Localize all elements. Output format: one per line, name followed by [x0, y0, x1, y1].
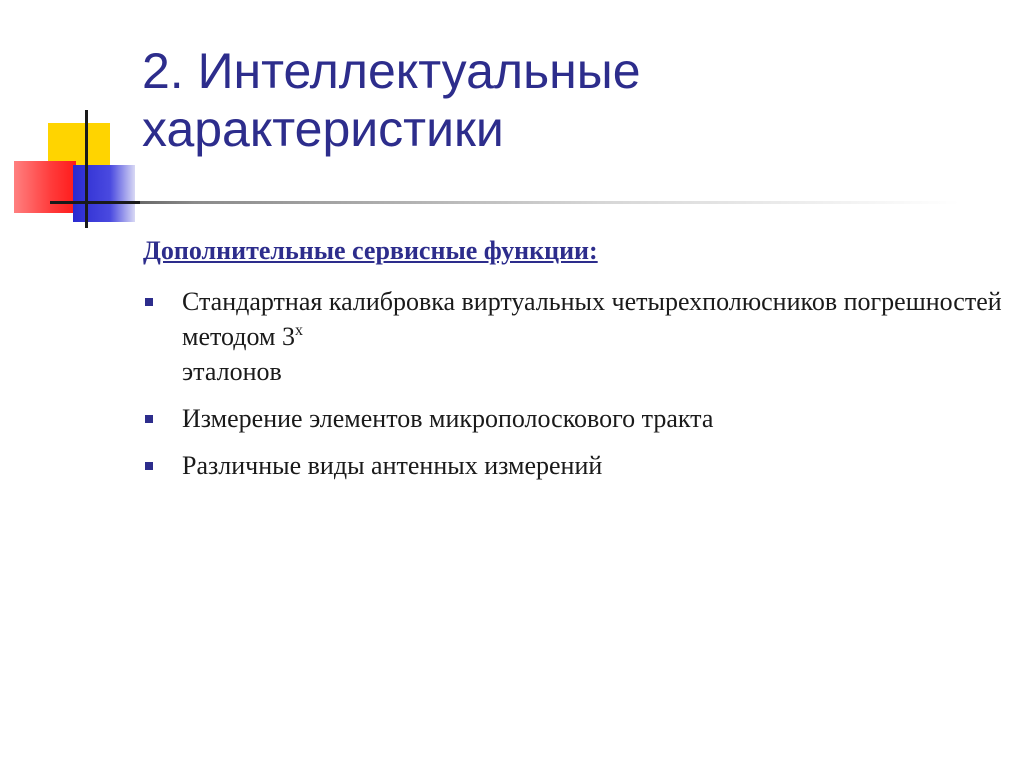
- accent-horizontal-line: [50, 201, 140, 204]
- list-item: [143, 284, 1003, 389]
- list-item: [143, 401, 1003, 436]
- list-item: [143, 448, 1003, 483]
- list-item-text: Различные виды антенных измерений: [182, 451, 603, 480]
- list-item-text-continuation: эталонов: [182, 357, 282, 386]
- section-subheading: Дополнительные сервисные функции:: [143, 236, 598, 265]
- square-bullet-icon: [145, 415, 153, 423]
- list-item-text: [182, 287, 1002, 386]
- slide-title-line-1: 2. Интеллектуальные: [142, 43, 641, 99]
- list-item-text-main: Стандартная калибровка виртуальных четырехполюсников погрешностей методом 3: [182, 287, 1002, 351]
- square-bullet-icon: [145, 298, 153, 306]
- accent-blue-square: [73, 165, 135, 222]
- list-item-text: Измерение элементов микрополоскового тракта: [182, 404, 714, 433]
- slide-title: [142, 42, 1002, 158]
- list-item-superscript: х: [294, 322, 303, 339]
- slide-title-line-2: характеристики: [142, 101, 504, 157]
- square-bullet-icon: [145, 462, 153, 470]
- title-underline-rule: [60, 201, 960, 204]
- accent-vertical-line: [85, 110, 88, 228]
- bullet-list: [143, 284, 1003, 495]
- accent-red-square: [14, 161, 76, 213]
